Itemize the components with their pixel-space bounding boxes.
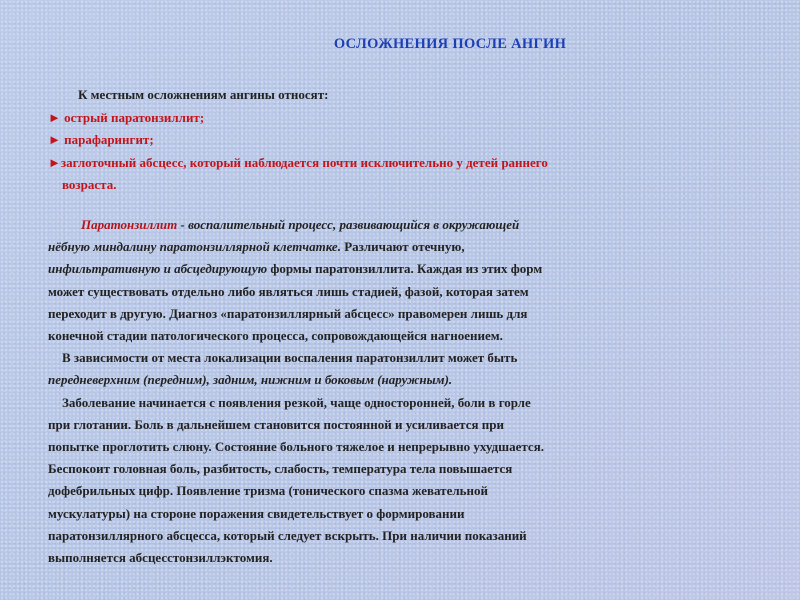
body-line-2 [48,236,760,258]
forms-italic: инфильтративную и абсцедирующую [48,261,268,277]
body-line-11: попытке проглотить слюну. Состояние больного тяжелое и непрерывно ухудшается. [48,439,544,455]
complication-item-3-continued: возраста. [62,177,117,192]
slide-title: ОСЛОЖНЕНИЯ ПОСЛЕ АНГИН [333,36,567,52]
term-paratonsillitis: Паратонзиллит [81,217,178,232]
definition-text-cont: нёбную миндалину паратонзиллярной клетчатке. [48,239,341,255]
body-line-15: паратонзиллярного абсцесса, который следует вскрыть. При наличии показаний [48,527,527,543]
body-line-9: Заболевание начинается с появления резкой, чаще односторонней, боли в горле [62,394,531,410]
forms-rest: формы паратонзиллита. Каждая из этих форм [267,261,543,277]
body-line-3 [48,258,760,280]
definition-text: - воспалительный процесс, развивающийся в окружающей [177,217,520,232]
complication-item-3: ►заглоточный абсцесс, который наблюдается почти исключительно у детей раннего [48,154,548,170]
body-line-16: выполняется абсцесстонзиллэктомия. [48,550,273,566]
body-line-14: мускулатуры) на стороне поражения свидетельствует о формировании [48,505,465,521]
body-line-1 [48,214,760,236]
body-line-12: Беспокоит головная боль, разбитость, слабость, температура тела повышается [48,461,513,477]
body-line-7: В зависимости от места локализации воспаления паратонзиллит может быть [62,350,518,366]
complication-item-1: ► острый паратонзиллит; [48,109,205,125]
body-line-6: конечной стадии патологического процесса, сопровождающейся нагноением. [48,328,503,344]
complications-intro [48,84,768,197]
body-line-13: дофебрильных цифр. Появление тризма (тонического спазма жевательной [48,483,488,499]
body-line-4: может существовать отдельно либо являться лишь стадией, фазой, которая затем [48,283,529,299]
complication-item-2: ► парафарингит; [48,132,154,147]
forms-intro: Различают отечную, [340,239,465,255]
body-line-10: при глотании. Боль в дальнейшем становится постоянной и усиливается при [48,416,504,432]
body-line-8: передневерхним (передним), задним, нижним и боковым (наружным). [48,372,453,388]
body-line-5: переходит в другую. Диагноз «паратонзиллярный абсцесс» правомерен лишь для [48,305,528,321]
paratonsillitis-description [48,214,760,569]
intro-lead: К местным осложнениям ангины относят: [78,87,329,102]
